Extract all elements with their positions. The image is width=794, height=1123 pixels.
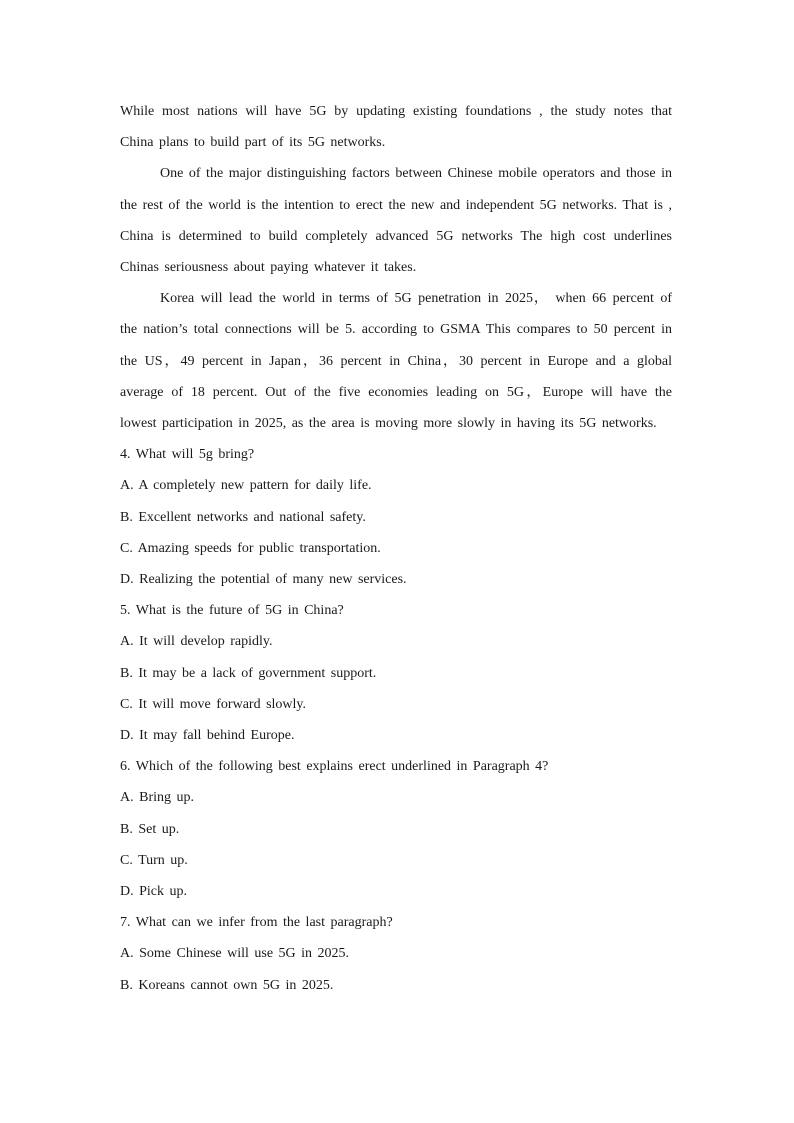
passage-paragraph-3: While most nations will have 5G by updating existing foundations , the study notes that China plans to build part of its 5G networks. [120,104,672,151]
question-stem: 4. What will 5g bring? [120,447,255,463]
question-stem: 6. Which of the following best explains erect underlined in Paragraph 4? [120,759,549,775]
answer-option: B. It may be a lack of government support. [120,665,377,681]
answer-option: D. It may fall behind Europe. [120,728,295,744]
passage-paragraph-4: One of the major distinguishing factors between Chinese mobile operators and those in the rest of the world is the intention to erect the new and independent 5G networks. That is , China is determined to build completely advanced 5G networks The high cost underlines Chinas seriousness about paying whatever it takes. [120,166,672,276]
question-stem: 5. What is the future of 5G in China? [120,603,344,619]
document-page [120,96,672,1001]
answer-option: A. Bring up. [120,790,194,806]
answer-option: D. Pick up. [120,884,187,900]
answer-option: A. It will develop rapidly. [120,634,273,650]
question-6 [120,751,672,907]
answer-option: C. Turn up. [120,852,188,868]
answer-option: B. Set up. [120,821,180,837]
question-4 [120,439,672,595]
answer-option: C. Amazing speeds for public transportation. [120,540,381,556]
answer-option: D. Realizing the potential of many new services. [120,572,407,588]
question-5 [120,595,672,751]
question-stem: 7. What can we infer from the last paragraph? [120,915,393,931]
answer-option: A. Some Chinese will use 5G in 2025. [120,946,350,962]
answer-option: B. Koreans cannot own 5G in 2025. [120,977,334,993]
answer-option: B. Excellent networks and national safety. [120,509,366,525]
passage-paragraph-5: Korea will lead the world in terms of 5G penetration in 2025， when 66 percent of the nation’s total connections will be 5. according to GSMA This compares to 50 percent in the US，49 percent in Japan，36 percent in China，30 percent in Europe and a global average of 18 percent. Out of the five economies leading on 5G，Europe will have the lowest participation in 2025, as the area is moving more slowly in having its 5G networks. [120,291,672,432]
question-7 [120,907,672,1001]
answer-option: A. A completely new pattern for daily life. [120,478,372,494]
answer-option: C. It will move forward slowly. [120,696,307,712]
